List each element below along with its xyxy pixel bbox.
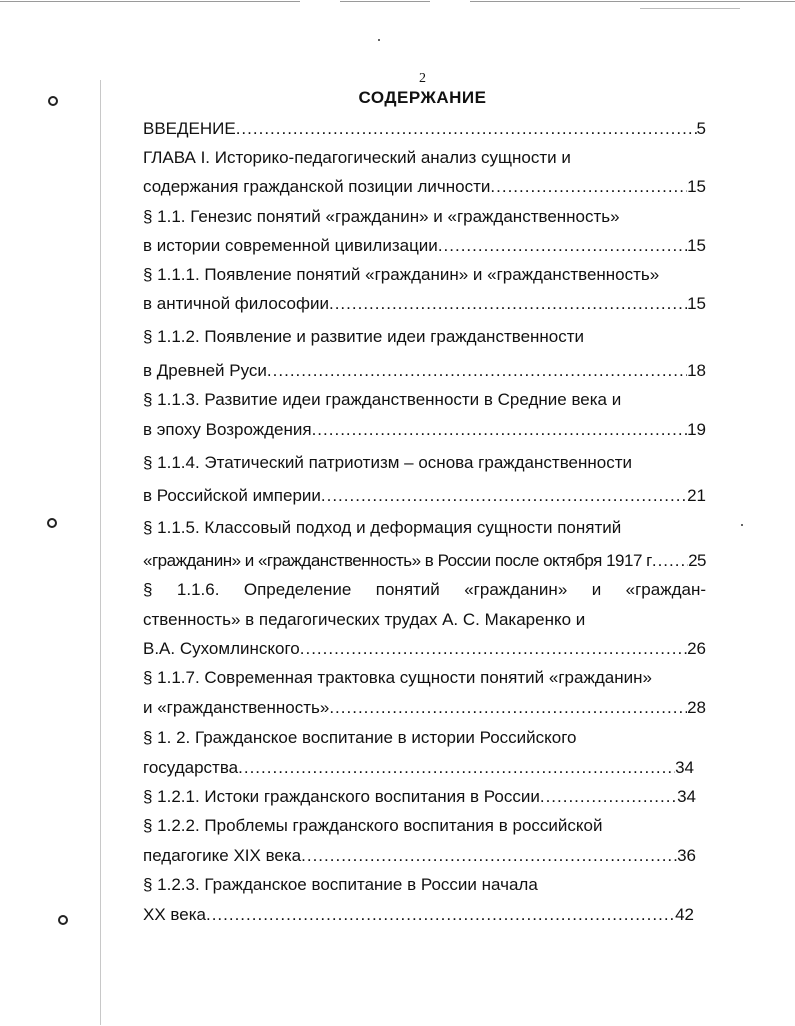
toc-entry (143, 485, 706, 507)
toc-entry-text: § 1. 2. Гражданское воспитание в истории Российского (143, 728, 577, 747)
toc-entry-text: в Российской империи (143, 486, 321, 505)
punch-hole-icon (58, 915, 68, 925)
toc-entry-text: § 1.2.3. Гражданское воспитание в России начала (143, 875, 538, 894)
toc-entry-text: в Древней Руси (143, 361, 267, 380)
page-title: СОДЕРЖАНИЕ (358, 88, 487, 107)
toc-entry-text: § 1.1.2. Появление и развитие идеи гражданственности (143, 327, 585, 346)
toc-entry-text: педагогике XIX века (143, 846, 302, 865)
punch-hole-icon (47, 518, 57, 528)
toc-entry (143, 517, 706, 539)
scan-edge-line (0, 1, 300, 2)
toc-entry-page: 19 (687, 420, 706, 439)
toc-entry-page: 25 (688, 551, 706, 570)
dot-leader (206, 904, 675, 926)
toc-entry (143, 904, 694, 926)
toc-entry-page: 28 (687, 698, 706, 717)
toc-entry-text: § 1.1.4. Этатический патриотизм – основа гражданственности (143, 453, 632, 472)
dot-leader (652, 550, 688, 572)
dot-leader (238, 757, 675, 779)
dot-leader (301, 845, 677, 867)
toc-entry-text: в античной философии (143, 294, 329, 313)
toc-entry-text: ГЛАВА I. Историко-педагогический анализ сущности и (143, 148, 571, 167)
dot-leader (300, 638, 687, 660)
dot-leader (438, 235, 687, 257)
scan-edge-line (470, 1, 795, 2)
toc-entry-text: ВВЕДЕНИЕ (143, 119, 236, 138)
toc-entry (143, 147, 706, 169)
toc-entry (143, 176, 706, 198)
toc-entry-text: § 1.1.6. Определение понятий «гражданин» и «граждан- (143, 580, 706, 599)
toc-entry (143, 389, 706, 411)
toc-entry-page: 34 (675, 758, 694, 777)
scan-edge-line (640, 8, 740, 9)
toc-entry (143, 579, 706, 601)
toc-entry (143, 874, 706, 896)
toc-entry-text: содержания гражданской позиции личности (143, 177, 491, 196)
dot-leader (312, 419, 688, 441)
toc-entry (143, 727, 706, 749)
toc-entry-page: 15 (687, 294, 706, 313)
toc-entry-text: в истории современной цивилизации (143, 236, 438, 255)
toc-entry (143, 235, 706, 257)
toc-entry (143, 360, 706, 382)
toc-entry (143, 419, 706, 441)
toc-entry-page: 21 (687, 486, 706, 505)
toc-entry-page: 15 (687, 236, 706, 255)
toc-entry-page: 15 (687, 177, 706, 196)
toc-entry-page: 26 (687, 639, 706, 658)
toc-entry (143, 452, 706, 474)
dot-leader (540, 786, 677, 808)
toc-entry-text: § 1.1.3. Развитие идеи гражданственности в Средние века и (143, 390, 622, 409)
toc-entry-text: § 1.1.1. Появление понятий «гражданин» и «гражданственность» (143, 265, 660, 284)
toc-entry-text: § 1.1. Генезис понятий «гражданин» и «гражданственность» (143, 207, 620, 226)
toc-entry-page: 34 (677, 787, 696, 806)
scan-speck (378, 39, 380, 41)
dot-leader (236, 118, 697, 140)
dot-leader (329, 293, 687, 315)
page-number: 2 (419, 71, 426, 86)
toc-entry-text: § 1.2.2. Проблемы гражданского воспитания в российской (143, 816, 603, 835)
toc-entry (143, 757, 694, 779)
toc-entry-page: 42 (675, 905, 694, 924)
toc-entry-text: и «гражданственность» (143, 698, 330, 717)
toc-entry (143, 264, 706, 286)
toc-entry (143, 206, 706, 228)
toc-entry (143, 786, 696, 808)
toc-entry-text: В.А. Сухомлинского (143, 639, 300, 658)
toc-entry-text: государства (143, 758, 239, 777)
toc-entry-text: XX века (143, 905, 206, 924)
toc-entry (143, 845, 696, 867)
toc-entry (143, 118, 706, 140)
toc-entry-text: ственность» в педагогических трудах А. С. Макаренко и (143, 610, 586, 629)
dot-leader (329, 697, 687, 719)
toc-entry (143, 293, 706, 315)
toc-entry-text: § 1.1.7. Современная трактовка сущности понятий «гражданин» (143, 668, 652, 687)
toc-entry (143, 609, 706, 631)
toc-entry-text: § 1.2.1. Истоки гражданского воспитания в России (143, 787, 540, 806)
scan-edge-line (340, 1, 430, 2)
toc-entry-text: «гражданин» и «гражданственность» в России после октября 1917 г (143, 551, 652, 570)
scan-speck (741, 524, 743, 526)
toc-entry-page: 5 (696, 119, 706, 138)
toc-entry-text: в эпоху Возрождения (143, 420, 312, 439)
binding-margin-line (100, 80, 101, 1025)
toc-entry (143, 326, 706, 348)
dot-leader (490, 176, 687, 198)
toc-entry (143, 550, 706, 572)
toc-entry (143, 638, 706, 660)
toc-entry (143, 815, 706, 837)
toc-entry-page: 36 (677, 846, 696, 865)
dot-leader (267, 360, 687, 382)
toc-entry-page: 18 (687, 361, 706, 380)
toc-entry (143, 697, 706, 719)
toc-entry (143, 667, 706, 689)
dot-leader (321, 485, 687, 507)
toc-entry-text: § 1.1.5. Классовый подход и деформация сущности понятий (143, 518, 622, 537)
